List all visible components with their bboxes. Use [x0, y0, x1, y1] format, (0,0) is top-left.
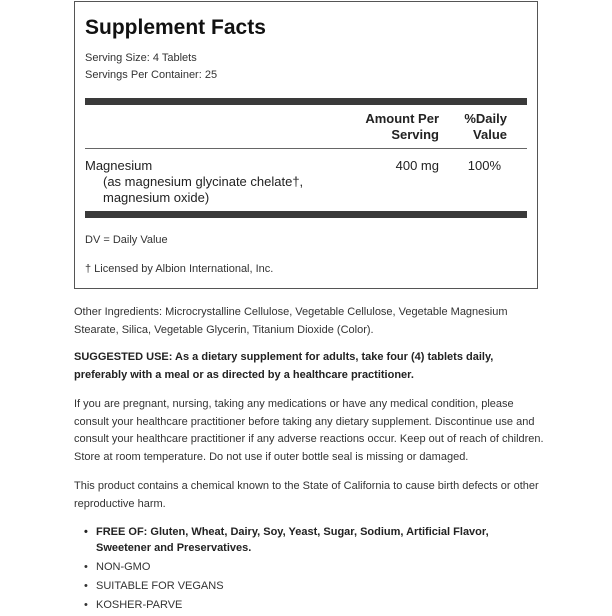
license-footnote: † Licensed by Albion International, Inc. — [85, 263, 274, 275]
bullet-icon: • — [84, 580, 88, 592]
thick-divider-top — [85, 98, 527, 105]
nutrient-daily-value: 100% — [467, 158, 501, 173]
list-item: • SUITABLE FOR VEGANS — [84, 580, 224, 592]
bullet-icon: • — [84, 561, 88, 573]
serving-size: Serving Size: 4 Tablets — [85, 52, 197, 64]
bullet-icon: • — [84, 599, 88, 611]
bullet-icon: • — [84, 526, 88, 538]
list-item: • KOSHER-PARVE — [84, 599, 183, 611]
suggested-use: SUGGESTED USE: As a dietary supplement for adults, take four (4) tablets daily, preferably with a meal or as directed by a healthcare practitioner. — [74, 351, 494, 381]
nutrient-amount: 400 mg — [395, 158, 439, 173]
prop65-notice: This product contains a chemical known to the State of California to cause birth defects or other reproductive harm. — [74, 480, 539, 510]
supplement-facts-panel — [74, 1, 538, 289]
free-of-list — [74, 524, 544, 616]
list-item: • FREE OF: Gluten, Wheat, Dairy, Soy, Yeast, Sugar, Sodium, Artificial Flavor, Sweetener and Preservatives. — [84, 526, 489, 554]
nutrient-name: Magnesium — [85, 158, 153, 173]
servings-per-container: Servings Per Container: 25 — [85, 69, 218, 81]
dv-footnote: DV = Daily Value — [85, 234, 168, 246]
list-item: • NON-GMO — [84, 561, 151, 573]
thick-divider-bottom — [85, 211, 527, 218]
thin-divider — [85, 148, 527, 149]
amount-per-serving-header: Amount Per Serving — [365, 111, 439, 142]
daily-value-header: %Daily Value — [464, 111, 507, 142]
other-ingredients: Other Ingredients: Microcrystalline Cellulose, Vegetable Cellulose, Vegetable Magnesium Stearate, Silica, Vegetable Glycerin, Titanium Dioxide (Color). — [74, 306, 508, 336]
warning-text: If you are pregnant, nursing, taking any medications or have any medical condition, please consult your healthcare practitioner before taking any dietary supplement. Discontinue use and consult your healthcare practitioner if any adverse reactions occur. Keep out of reach of children. Store at room temperature. Do not use if outer bottle seal is missing or damaged. — [74, 398, 544, 463]
nutrient-detail: (as magnesium glycinate chelate†, magnesium oxide) — [103, 174, 304, 205]
supplement-facts-title: Supplement Facts — [85, 16, 266, 39]
